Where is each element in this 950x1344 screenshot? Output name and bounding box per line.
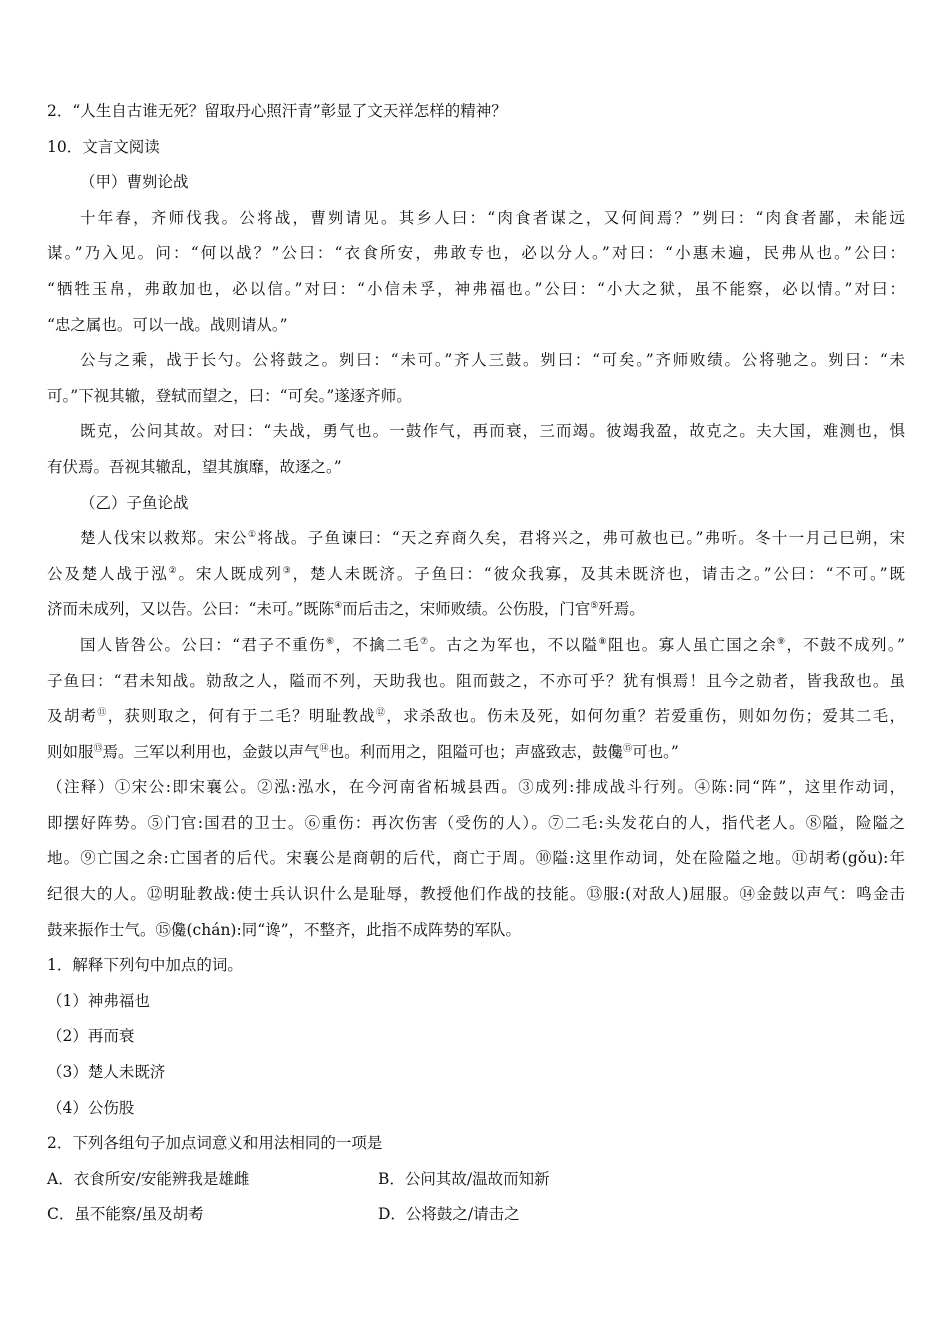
footnote-marker: ⑭ xyxy=(319,743,329,754)
options-row xyxy=(47,1162,905,1198)
footnote-marker: ⑨ xyxy=(777,636,787,647)
sub-question: （3）楚人未既济 xyxy=(47,1063,166,1082)
passage-line: 则如服⑬焉。三军以利用也，金鼓以声气⑭也。利而用之，阻隘可也；声盛致志，鼓儳⑮可也。” xyxy=(47,742,679,761)
passage-a-title: （甲）曹刿论战 xyxy=(80,173,189,192)
passage-line: 国人皆咎公。公曰：“君子不重伤⑥，不擒二毛⑦。古之为军也，不以隘⑧阻也。寡人虽亡国之余⑨，不鼓不成列。” xyxy=(80,635,905,654)
annotation-line: 纪很大的人。⑫明耻教战:使士兵认识什么是耻辱，教授他们作战的技能。⑬服:(对敌人)屈服。⑭金鼓以声气：鸣金击 xyxy=(47,885,905,904)
footnote-marker: ⑧ xyxy=(598,636,608,647)
choice-option: D．公将鼓之/请击之 xyxy=(378,1205,520,1224)
document-page xyxy=(47,94,905,1233)
footnote-marker: ⑮ xyxy=(623,743,633,754)
passage-line: 谋。”乃入见。问：“何以战？”公曰：“衣食所安，弗敢专也，必以分人。”对曰：“小惠未遍，民弗从也。”公曰： xyxy=(47,244,905,263)
section-heading: 10．文言文阅读 xyxy=(47,137,160,156)
passage-line: 公与之乘，战于长勺。公将鼓之。刿曰：“未可。”齐人三鼓。刿曰：“可矣。”齐师败绩。公将驰之。刿曰：“未 xyxy=(80,351,905,370)
passage-line: “忠之属也。可以一战。战则请从。” xyxy=(47,315,288,334)
footnote-marker: ⑫ xyxy=(375,708,387,719)
footnote-marker: ③ xyxy=(282,565,293,576)
question-2-text-b: 2．下列各组句子加点词意义和用法相同的一项是 xyxy=(47,1134,383,1153)
passage-line: 公及楚人战于泓②。宋人既成列③，楚人未既济。子鱼曰：“彼众我寡，及其未既济也，请击之。”公曰：“不可。”既 xyxy=(47,564,905,583)
annotation-line: 鼓来振作士气。⑮儳(chán):同“谗”，不整齐，此指不成阵势的军队。 xyxy=(47,920,522,939)
passage-b-title: （乙）子鱼论战 xyxy=(80,493,189,512)
footnote-marker: ④ xyxy=(334,601,343,612)
sub-question: （4）公伤股 xyxy=(47,1098,135,1117)
question-2-text: 2．“人生自古谁无死？留取丹心照汗青”彰显了文天祥怎样的精神？ xyxy=(47,102,507,120)
passage-line: 可。”下视其辙，登轼而望之，曰：“可矣。”遂逐齐师。 xyxy=(47,386,412,405)
footnote-marker: ⑬ xyxy=(93,743,103,754)
sub-question: （2）再而衰 xyxy=(47,1027,135,1046)
passage-line: 有伏焉。吾视其辙乱，望其旗靡，故逐之。” xyxy=(47,457,342,476)
choice-option: C．虽不能察/虽及胡耇 xyxy=(47,1205,204,1224)
passage-line: 十年春，齐师伐我。公将战，曹刿请见。其乡人曰：“肉食者谋之，又何间焉？”刿曰：“肉食者鄙，未能远 xyxy=(80,208,905,227)
passage-line: “牺牲玉帛，弗敢加也，必以信。”对曰：“小信未孚，神弗福也。”公曰：“小大之狱，虽不能察，必以情。”对曰： xyxy=(47,279,905,298)
sub-question: （1）神弗福也 xyxy=(47,991,150,1010)
annotation-line: （注释）①宋公:即宋襄公。②泓:泓水，在今河南省柘城县西。③成列:排成战斗行列。④陈:同“阵”，这里作动词， xyxy=(47,778,905,797)
question-1-text: 1．解释下列句中加点的词。 xyxy=(47,956,243,975)
annotation-line: 即摆好阵势。⑤门官:国君的卫士。⑥重伤：再次伤害（受伤的人）。⑦二毛:头发花白的人，指代老人。⑧隘，险隘之 xyxy=(47,813,905,832)
passage-line: 及胡耇⑪，获则取之，何有于二毛？明耻教战⑫，求杀敌也。伤未及死，如何勿重？若爱重伤，则如勿伤；爱其二毛， xyxy=(47,707,905,726)
footnote-marker: ⑪ xyxy=(97,708,108,719)
footnote-marker: ② xyxy=(168,565,179,576)
passage-line: 楚人伐宋以救郑。宋公①将战。子鱼谏曰：“天之弃商久矣，君将兴之，弗可赦也已。”弗听。冬十一月己巳朔，宋 xyxy=(80,529,905,548)
passage-line: 济而未成列，又以告。公曰：“未可。”既陈④而后击之，宋师败绩。公伤股，门官⑤歼焉。 xyxy=(47,600,645,619)
footnote-marker: ⑦ xyxy=(419,636,430,647)
footnote-marker: ⑥ xyxy=(325,636,336,647)
footnote-marker: ⑤ xyxy=(590,601,599,612)
choice-option: A．衣食所安/安能辨我是雄雌 xyxy=(47,1169,250,1188)
footnote-marker: ① xyxy=(247,530,258,541)
passage-line: 既克，公问其故。对曰：“夫战，勇气也。一鼓作气，再而衰，三而竭。彼竭我盈，故克之。夫大国，难测也，惧 xyxy=(80,422,905,441)
annotation-line: 地。⑨亡国之余:亡国者的后代。宋襄公是商朝的后代，商亡于周。⑩隘:这里作动词，处在险隘之地。⑪胡耇(gǒu):年 xyxy=(47,849,905,868)
options-row xyxy=(47,1197,905,1233)
choice-option: B．公问其故/温故而知新 xyxy=(378,1169,550,1188)
passage-line: 子鱼曰：“君未知战。勍敌之人，隘而不列，天助我也。阻而鼓之，不亦可乎？犹有惧焉！且今之勍者，皆我敌也。虽 xyxy=(47,671,905,690)
